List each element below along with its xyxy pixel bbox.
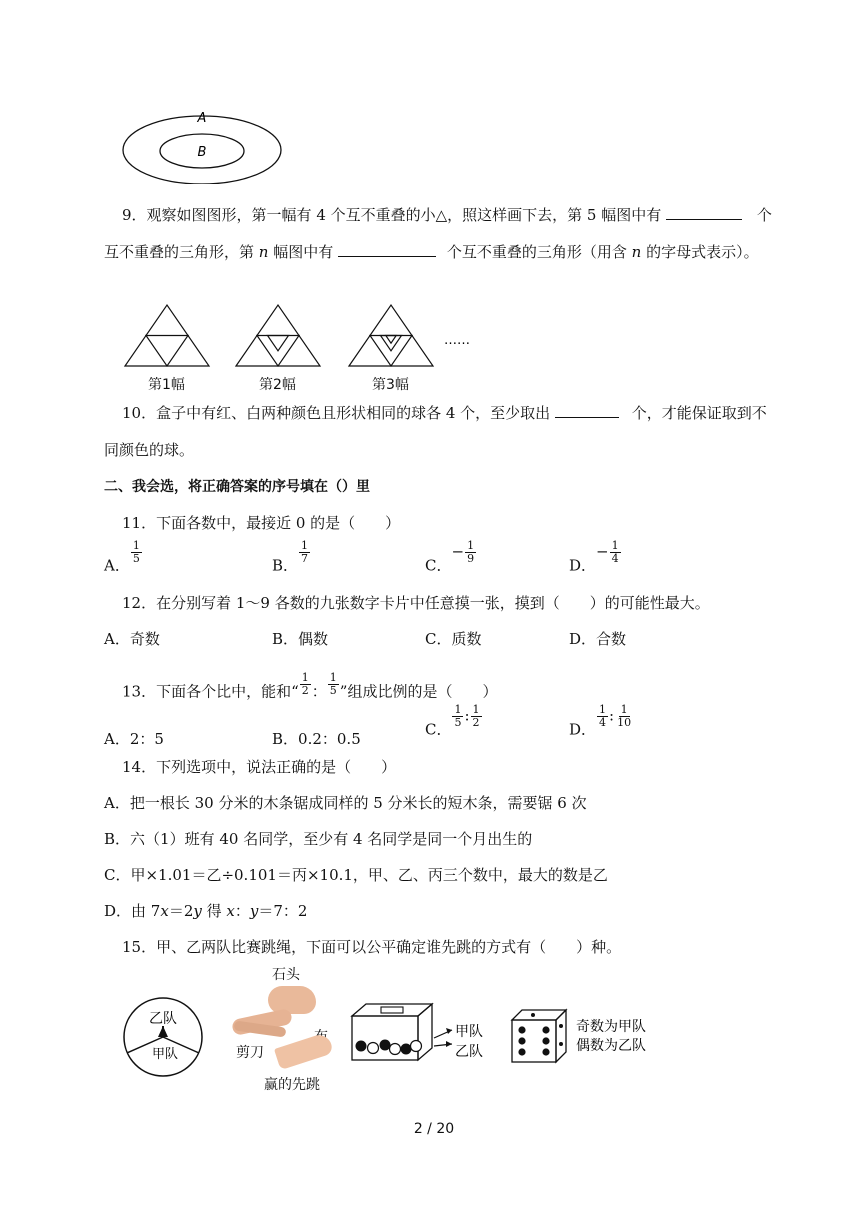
dice-label-even: 偶数为乙队	[576, 1038, 646, 1054]
q14-option-c[interactable]: C．甲×1.01＝乙÷0.101＝丙×10.1，甲、乙、丙三个数中，最大的数是乙	[104, 866, 608, 884]
q10-blank[interactable]	[555, 403, 619, 418]
dice-label-odd: 奇数为甲队	[576, 1019, 646, 1035]
triangle-fig-3	[349, 305, 433, 366]
q10-line1: 10．盒子中有红、白两种颜色且形状相同的球各 4 个，至少取出 个，才能保证取到不	[122, 404, 767, 422]
q13-option-b[interactable]: B．0.2：0.5	[272, 730, 361, 748]
q9-line1: 9．观察如图图形，第一幅有 4 个互不重叠的小△，照这样画下去，第 5 幅图中有 个	[122, 206, 772, 224]
spinner-label-bottom: 甲队	[151, 1047, 179, 1062]
rps-label-scissors: 剪刀	[236, 1045, 264, 1061]
q11-option-d[interactable]: D．− $\frac{1}{4}$	[569, 539, 619, 575]
rps-label-winner: 赢的先跳	[264, 1077, 320, 1093]
venn-diagram	[120, 104, 290, 184]
q14-stem: 14．下列选项中，说法正确的是（ ）	[122, 758, 397, 776]
venn-label-b: B	[197, 145, 207, 160]
dice-figure	[508, 1004, 668, 1068]
box-label-b: 乙队	[455, 1044, 483, 1060]
q14-option-d[interactable]: D．由 7x＝2y 得 x：y＝7：2	[104, 902, 308, 920]
q9-blank2[interactable]	[338, 242, 436, 257]
venn-label-a: A	[197, 111, 207, 126]
paper-hand-icon	[274, 1032, 334, 1070]
fig-label-2: 第2幅	[259, 377, 296, 393]
q11-option-a[interactable]: A． $\frac{1}{5}$	[104, 539, 140, 575]
rps-label-rock: 石头	[272, 967, 300, 983]
ball-box-figure	[348, 1000, 498, 1070]
q12-option-a[interactable]: A．奇数	[104, 630, 160, 648]
q13-option-c[interactable]: C． $\frac{1}{5}$ : $\frac{1}{2}$	[425, 703, 480, 739]
q9-line2: 互不重叠的三角形，第 n 幅图中有 个互不重叠的三角形（用含 n 的字母式表示）。	[104, 243, 759, 261]
triangle-fig-1	[125, 305, 209, 366]
q11-option-c[interactable]: C．− $\frac{1}{9}$	[425, 539, 475, 575]
figures-ellipsis: ……	[444, 333, 470, 348]
spinner-figure	[122, 996, 206, 1080]
q14-option-a[interactable]: A．把一根长 30 分米的木条锯成同样的 5 分米长的短木条，需要锯 6 次	[104, 794, 587, 812]
triangle-fig-2	[236, 305, 320, 366]
q12-stem: 12．在分别写着 1～9 各数的九张数字卡片中任意摸一张，摸到（ ）的可能性最大。	[122, 594, 710, 612]
q13-option-d[interactable]: D． $\frac{1}{4}$ : $\frac{1}{10}$	[569, 703, 632, 739]
box-slot	[381, 1007, 403, 1013]
fig-label-3: 第3幅	[372, 377, 409, 393]
q12-option-c[interactable]: C．质数	[425, 630, 482, 648]
rps-figure	[222, 962, 342, 1097]
q10-line2: 同颜色的球。	[104, 441, 195, 459]
q15-stem: 15．甲、乙两队比赛跳绳，下面可以公平确定谁先跳的方式有（ ）种。	[122, 938, 622, 956]
q14-option-b[interactable]: B．六（1）班有 40 名同学，至少有 4 名同学是同一个月出生的	[104, 830, 533, 848]
q9-blank1[interactable]	[666, 205, 742, 220]
q11-stem: 11．下面各数中，最接近 0 的是（ ）	[122, 514, 401, 532]
page-number: 2 / 20	[413, 1121, 455, 1137]
triangle-figures	[120, 302, 490, 372]
q12-option-d[interactable]: D．合数	[569, 630, 627, 648]
q12-option-b[interactable]: B．偶数	[272, 630, 329, 648]
q11-option-b[interactable]: B． $\frac{1}{7}$	[272, 539, 309, 575]
section-2-heading: 二、我会选，将正确答案的序号填在（）里	[104, 479, 370, 495]
fig-label-1: 第1幅	[148, 377, 185, 393]
fist-hand-icon	[268, 986, 316, 1014]
spinner-label-top: 乙队	[149, 1011, 177, 1027]
box-label-a: 甲队	[455, 1024, 483, 1040]
q13-option-a[interactable]: A．2：5	[104, 730, 164, 748]
q13-stem: 13．下面各个比中，能和“ $\frac{1}{2}$ ： $\frac{1}{5}$ ”组成比例的是（ ）	[122, 671, 498, 701]
